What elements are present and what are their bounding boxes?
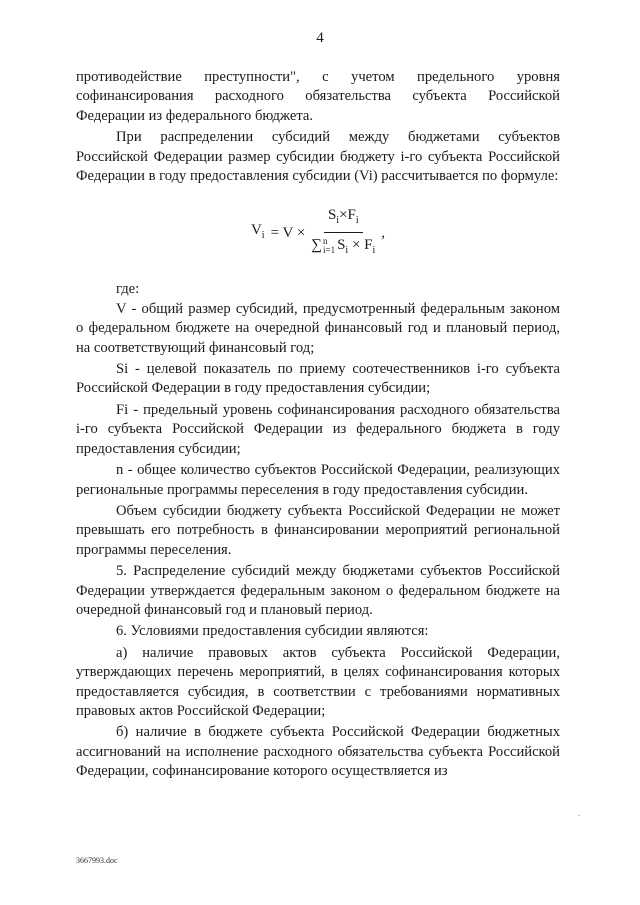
formula-eq: = V × (270, 224, 306, 241)
document-body (76, 68, 560, 782)
formula-fraction (307, 206, 379, 261)
file-footer: 3667993.doc (76, 856, 118, 865)
paragraph: а) наличие правовых актов субъекта Российской Федерации, утверждающих перечень мероприятий, в целях софинансирования которых предоставляется субсидия, в соответствии с требованиями нормативных правовых актов Российской Федерации; (76, 644, 560, 719)
paragraph: Fi - предельный уровень софинансирования расходного обязательства i-го субъекта Российской Федерации из федерального бюджета в году предоставления субсидии; (76, 401, 560, 457)
subsidy-formula (76, 204, 560, 262)
page-number: 4 (316, 30, 324, 46)
paragraph: V - общий размер субсидий, предусмотренный федеральным законом о федеральном бюджете на очередной финансовый год и плановый период, на соответствующий финансовый год; (76, 300, 560, 356)
paragraph: где: (116, 281, 140, 298)
margin-mark: . (578, 808, 581, 818)
paragraph: 6. Условиями предоставления субсидии являются: (116, 623, 429, 640)
paragraph: б) наличие в бюджете субъекта Российской Федерации бюджетных ассигнований на исполнение расходного обязательства субъекта Российской Федерации, софинансирование которого осуществляется из (76, 724, 560, 780)
formula-numerator: $S_i\times F_i$ (324, 206, 363, 233)
paragraph: Объем субсидии бюджету субъекта Российской Федерации не может превышать его потребность в финансировании мероприятий региональной программы переселения. (76, 502, 560, 558)
formula-lhs: $V_i$ (250, 222, 265, 242)
paragraph: n - общее количество субъектов Российской Федерации, реализующих региональные программы переселения в году предоставления субсидии. (76, 462, 560, 498)
formula-trailing: , (381, 224, 386, 241)
formula-denominator: ∑ n i=1 $S_i \times F_i$ (311, 236, 376, 257)
paragraph: При распределении субсидий между бюджетами субъектов Российской Федерации размер субсидии бюджету i-го субъекта Российской Федерации в году предоставления субсидии (Vi) рассчитывается по формуле: (76, 129, 560, 185)
paragraph: противодействие преступности", с учетом предельного уровня софинансирования расходного обязательства субъекта Российской Федерации из федерального бюджета. (76, 69, 560, 124)
paragraph: 5. Распределение субсидий между бюджетами субъектов Российской Федерации утверждается федеральным законом о федеральном бюджете на очередной финансовый год и плановый период. (76, 563, 560, 618)
sum-limits: n i=1 (323, 236, 336, 255)
paragraph: Si - целевой показатель по приему соотечественников i-го субъекта Российской Федерации в году предоставления субсидии; (76, 361, 560, 397)
